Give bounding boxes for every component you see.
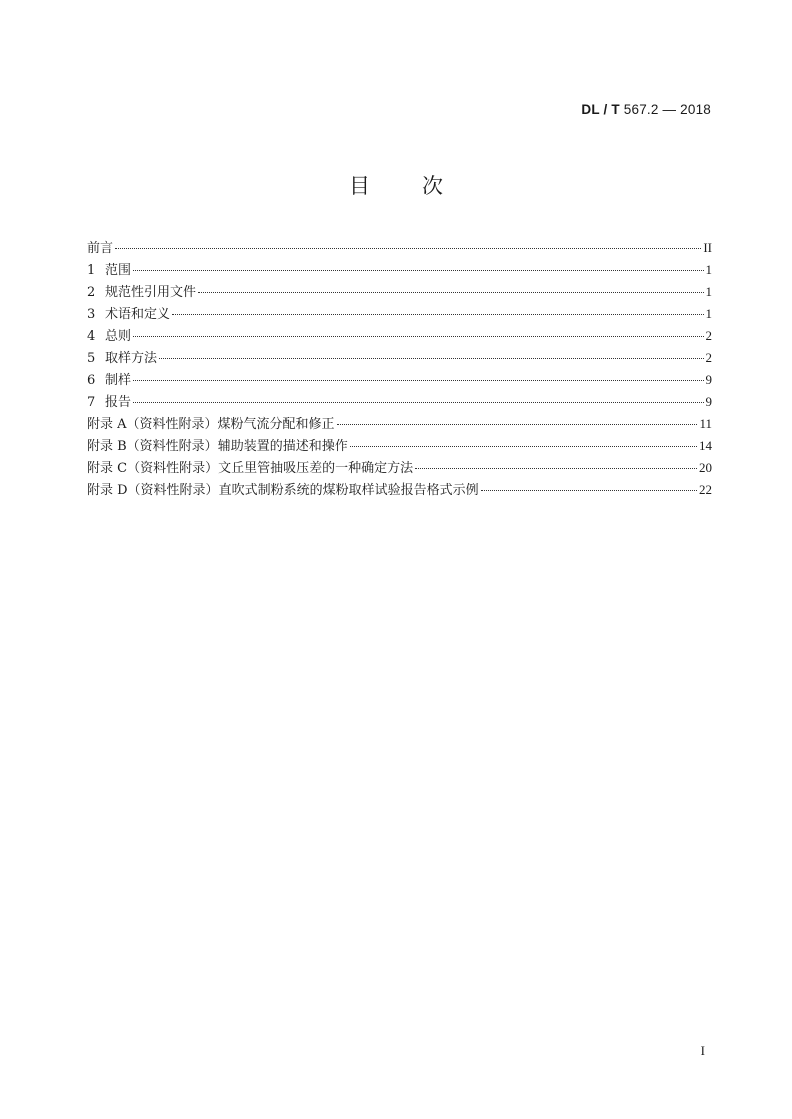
toc-entry-page: 1	[705, 284, 712, 299]
toc-entry[interactable]	[87, 281, 712, 303]
toc-entry[interactable]	[87, 413, 712, 435]
toc-entry-label: 制样	[105, 373, 132, 388]
toc-appendix-title: 煤粉气流分配和修正	[217, 417, 335, 432]
toc-leader-dots	[350, 445, 697, 447]
toc-entry-page: 1	[705, 306, 712, 321]
toc-entry-page: 9	[705, 394, 712, 409]
table-of-contents	[87, 237, 712, 501]
toc-entry[interactable]	[87, 479, 712, 501]
title-char-1: 目	[349, 174, 370, 198]
toc-entry-label: 规范性引用文件	[105, 285, 197, 300]
toc-entry-number: 1	[87, 263, 96, 278]
toc-entry-page: 2	[705, 328, 712, 343]
toc-entry-page: 20	[699, 460, 712, 475]
toc-entry-label: 范围	[105, 263, 132, 278]
toc-appendix-title: 直吹式制粉系统的煤粉取样试验报告格式示例	[218, 483, 479, 498]
toc-entry-label: 术语和定义	[105, 307, 171, 322]
toc-entry-page: 11	[699, 416, 712, 431]
toc-appendix-label: 附录 A（资料性附录）	[87, 417, 218, 432]
toc-entry-number: 3	[87, 307, 96, 322]
toc-entry[interactable]	[87, 391, 712, 413]
page-number: I	[700, 1043, 705, 1058]
toc-leader-dots	[415, 467, 697, 469]
toc-entry[interactable]	[87, 435, 712, 457]
toc-entry-page: 22	[699, 482, 712, 497]
toc-appendix-label: 附录 D（资料性附录）	[87, 483, 219, 498]
toc-entry[interactable]	[87, 369, 712, 391]
toc-entry-number: 7	[87, 395, 96, 410]
toc-leader-dots	[159, 357, 703, 359]
toc-entry[interactable]	[87, 259, 712, 281]
toc-entry-label: 前言	[87, 241, 114, 256]
toc-entry-page: 2	[705, 350, 712, 365]
toc-leader-dots	[172, 313, 703, 315]
page-title	[0, 170, 792, 200]
toc-entry-label: 报告	[105, 395, 132, 410]
standard-code	[581, 102, 711, 117]
title-char-2: 次	[422, 174, 443, 198]
toc-leader-dots	[198, 291, 703, 293]
toc-leader-dots	[133, 401, 703, 403]
standard-code-number: 567.2 — 2018	[623, 102, 711, 117]
toc-entry-label: 取样方法	[105, 351, 158, 366]
toc-leader-dots	[115, 247, 701, 249]
toc-entry-label: 总则	[105, 329, 132, 344]
toc-entry[interactable]	[87, 303, 712, 325]
toc-entry-page: II	[703, 240, 712, 255]
toc-entry-number: 5	[87, 351, 96, 366]
toc-entry[interactable]	[87, 325, 712, 347]
toc-entry-number: 2	[87, 285, 96, 300]
toc-leader-dots	[337, 423, 698, 425]
toc-entry-number: 6	[87, 373, 96, 388]
toc-appendix-title: 辅助装置的描述和操作	[217, 439, 348, 454]
toc-leader-dots	[133, 379, 703, 381]
toc-entry-page: 1	[705, 262, 712, 277]
toc-entry-number: 4	[87, 329, 96, 344]
toc-entry[interactable]	[87, 237, 712, 259]
toc-appendix-label: 附录 C（资料性附录）	[87, 461, 219, 476]
toc-leader-dots	[133, 269, 703, 271]
toc-entry-page: 9	[705, 372, 712, 387]
standard-code-prefix: DL / T	[581, 102, 620, 117]
toc-entry-page: 14	[699, 438, 712, 453]
toc-appendix-label: 附录 B（资料性附录）	[87, 439, 218, 454]
toc-entry[interactable]	[87, 457, 712, 479]
toc-leader-dots	[481, 489, 697, 491]
toc-appendix-title: 文丘里管抽吸压差的一种确定方法	[218, 461, 414, 476]
toc-entry[interactable]	[87, 347, 712, 369]
toc-leader-dots	[133, 335, 703, 337]
